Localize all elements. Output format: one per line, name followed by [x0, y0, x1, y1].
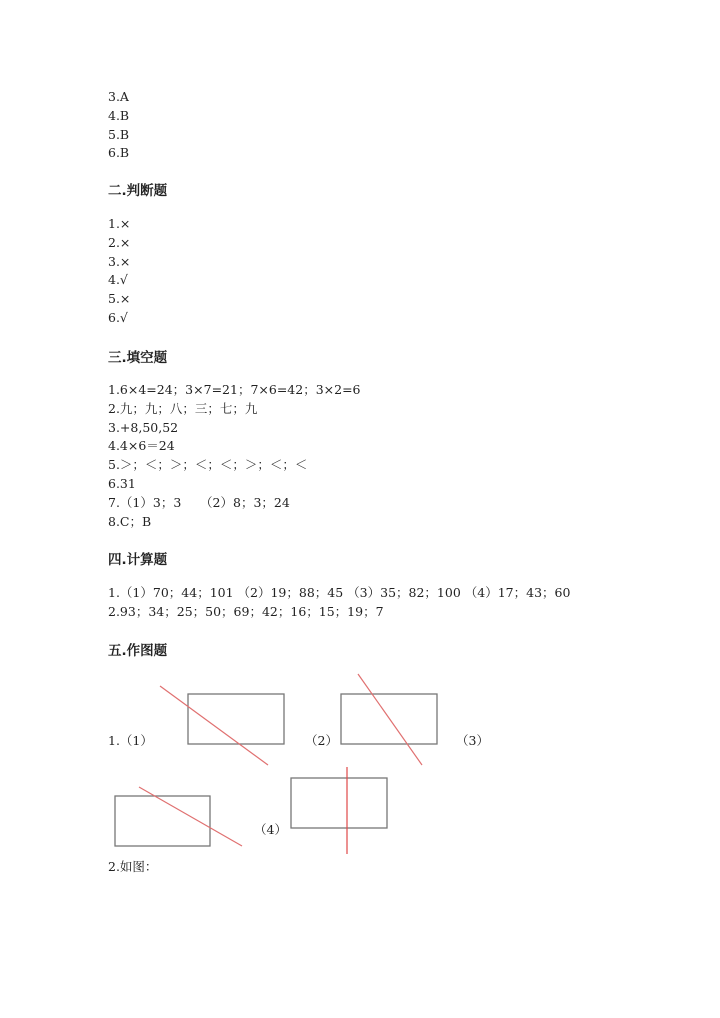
answer-line: 1.6×4=24；3×7=21；7×6=42；3×2=6	[108, 382, 361, 397]
answer-line: 3.A	[108, 89, 129, 104]
answer-line: 7.（1）3；3 （2）8；3；24	[108, 494, 290, 510]
section3-title: 三.填空题	[108, 350, 168, 366]
answer-line: 5.B	[108, 126, 130, 142]
figure-label-4: （4）	[254, 822, 287, 837]
answer-line: 5.×	[108, 291, 131, 307]
answer-line: 6.31	[108, 475, 136, 491]
figure-label-2: （2）	[305, 733, 338, 748]
answer-line: 1.×	[108, 216, 131, 231]
figure-rectangle-4	[291, 778, 387, 828]
section5-title: 五.作图题	[108, 643, 168, 659]
answer-line: 8.C；B	[108, 513, 152, 529]
answer-line: 6.B	[108, 145, 130, 161]
answer-line: 4.4×6＝24	[108, 438, 175, 454]
answer-line: 1.（1）70；44；101 （2）19；88；45 （3）35；82；100 （4）17；43；60	[108, 585, 571, 600]
answer-line: 2.九；九；八；三；七；九	[108, 400, 258, 416]
answer-line: 3.×	[108, 253, 131, 269]
answer-line: 5.＞；＜；＞；＜；＜；＞；＜；＜	[108, 457, 308, 473]
answer-line: 6.√	[108, 309, 128, 325]
answer-line: 4.√	[108, 272, 128, 288]
q1-label: 1.（1）	[108, 733, 153, 748]
answer-line: 2.×	[108, 234, 131, 250]
cut-line-1	[160, 686, 268, 765]
answer-line: 4.B	[108, 107, 130, 123]
q2-label: 2.如图：	[108, 859, 158, 874]
figure-rectangle-3	[115, 796, 210, 846]
section2-title: 二.判断题	[108, 183, 168, 199]
section4-title: 四.计算题	[108, 552, 168, 568]
cut-line-2	[358, 674, 422, 765]
figure-label-3: （3）	[456, 733, 489, 748]
answer-line: 2.93；34；25；50；69；42；16；15；19；7	[108, 603, 384, 619]
figure-rectangle-1	[188, 694, 284, 744]
answer-line: 3.+8,50,52	[108, 419, 179, 435]
